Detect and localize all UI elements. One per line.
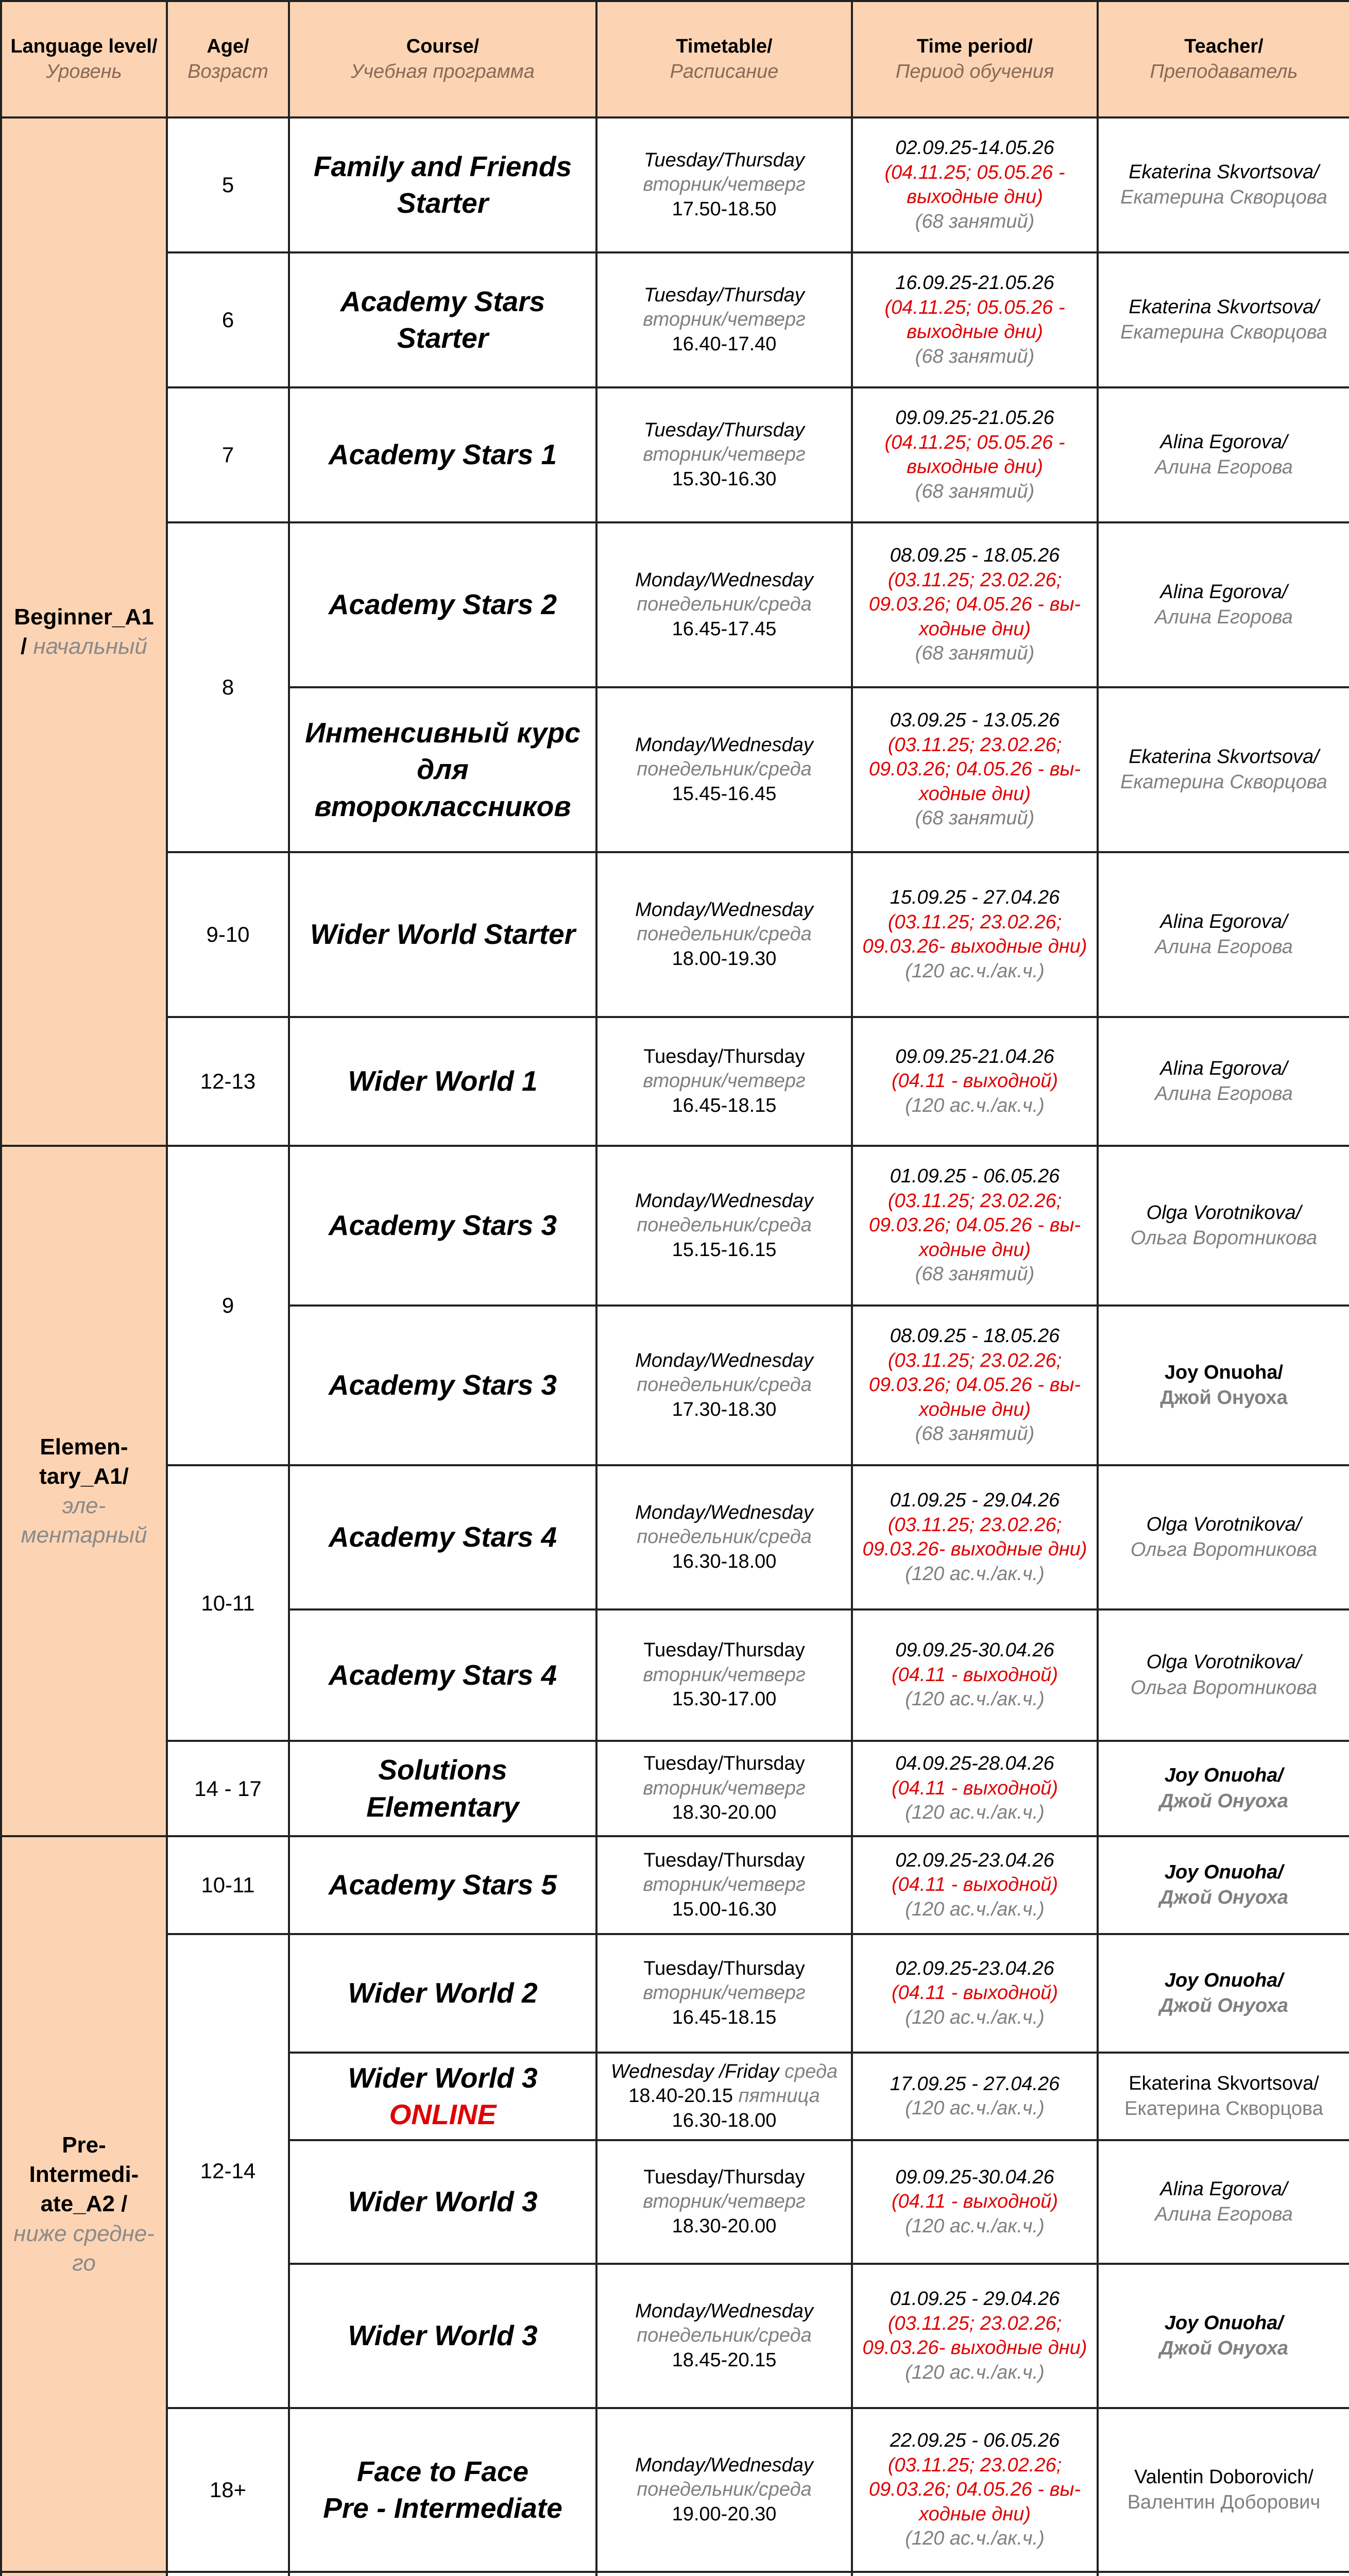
course-name: Academy Stars 3 bbox=[289, 1306, 596, 1465]
teacher-ru: Алина Егорова bbox=[1155, 2204, 1293, 2225]
course-name: Academy Stars 4 bbox=[289, 1609, 596, 1741]
timetable-days-en: Tuesday/Thursday bbox=[643, 1849, 805, 1871]
teacher-en: Alina Egorova/ bbox=[1160, 1057, 1288, 1079]
teacher-cell bbox=[1098, 1017, 1349, 1146]
period-count: (120 ас.ч./ак.ч.) bbox=[905, 2097, 1045, 2119]
teacher-en: Alina Egorova/ bbox=[1160, 2178, 1288, 2200]
timetable-time: 18.30-20.00 bbox=[672, 1802, 777, 1824]
course-name: Wider World 3 bbox=[289, 2140, 596, 2264]
period-cell bbox=[852, 1609, 1098, 1741]
teacher-en: Joy Onuoha/ bbox=[1164, 1765, 1284, 1787]
level-elementary-en: Elemen-tary_A1/ bbox=[39, 1434, 129, 1489]
period-dates: 03.09.25 - 13.05.26 bbox=[890, 709, 1060, 732]
timetable-time: 19.00-20.30 bbox=[672, 2503, 777, 2525]
teacher-en: Ekaterina Skvortsova/ bbox=[1129, 296, 1319, 318]
teacher-cell bbox=[1098, 1836, 1349, 1934]
teacher-en: Olga Vorotnikova/ bbox=[1146, 1201, 1302, 1224]
period-count: (120 ас.ч./ак.ч.) bbox=[905, 1802, 1045, 1824]
period-cell bbox=[852, 1465, 1098, 1609]
teacher-ru: Джой Онуоха bbox=[1159, 1790, 1289, 1812]
period-cell bbox=[852, 2264, 1098, 2408]
period-holidays: (04.11.25; 05.05.26 - выходные дни) bbox=[884, 296, 1065, 343]
timetable-days-en: Wednesday /Friday bbox=[610, 2060, 779, 2082]
teacher-en: Olga Vorotnikova/ bbox=[1146, 1513, 1302, 1535]
period-dates: 16.09.25-21.05.26 bbox=[895, 272, 1054, 294]
timetable-time: 15.00-16.30 bbox=[672, 1898, 777, 1920]
teacher-ru: Ольга Воротникова bbox=[1130, 1227, 1318, 1249]
period-cell bbox=[852, 252, 1098, 387]
header-age bbox=[167, 1, 289, 117]
teacher-ru: Ольга Воротникова bbox=[1130, 1676, 1318, 1699]
course-name: Academy Stars 4 bbox=[289, 1465, 596, 1609]
timetable-cell bbox=[596, 2264, 852, 2408]
age-cell: 7 bbox=[167, 387, 289, 522]
period-count: (68 занятий) bbox=[915, 210, 1035, 232]
period-dates: 09.09.25-30.04.26 bbox=[895, 2166, 1054, 2188]
timetable-days-ru: вторник/четверг bbox=[643, 1874, 806, 1896]
timetable-time: 16.45-18.15 bbox=[672, 2006, 777, 2028]
period-cell bbox=[852, 1146, 1098, 1306]
header-level bbox=[1, 1, 167, 117]
teacher-en: Alina Egorova/ bbox=[1160, 581, 1288, 603]
timetable-days-en: Tuesday/Thursday bbox=[643, 1957, 805, 1979]
timetable-time: 15.15-16.15 bbox=[672, 1239, 777, 1261]
teacher-en: Joy Onuoha/ bbox=[1164, 1361, 1284, 1383]
course-name: Academy Stars 1 bbox=[289, 387, 596, 522]
period-count: (120 ас.ч./ак.ч.) bbox=[905, 960, 1045, 982]
period-count: (68 занятий) bbox=[915, 345, 1035, 367]
age-cell: 6 bbox=[167, 252, 289, 387]
period-count: (120 ас.ч./ак.ч.) bbox=[905, 2215, 1045, 2237]
teacher-cell bbox=[1098, 1465, 1349, 1609]
teacher-cell bbox=[1098, 522, 1349, 687]
course-name-line-1: Face to Face bbox=[356, 2455, 529, 2487]
timetable-days-ru: вторник/четверг bbox=[643, 1777, 806, 1799]
timetable-days-en: Tuesday/Thursday bbox=[644, 284, 805, 306]
level-preint-ru: ниже средне-го bbox=[13, 2221, 155, 2276]
teacher-ru: Алина Егорова bbox=[1155, 936, 1293, 958]
timetable-days-en: Tuesday/Thursday bbox=[643, 1045, 805, 1067]
course-row bbox=[1, 1146, 1349, 1306]
timetable-days-ru: вторник/четверг bbox=[643, 444, 806, 466]
timetable-time: 18.45-20.15 bbox=[672, 2349, 777, 2371]
course-row bbox=[1, 1741, 1349, 1836]
timetable-time: 18.30-20.00 bbox=[672, 2215, 777, 2237]
header-level-en: Language level/ bbox=[10, 35, 158, 57]
course-name: Family and Friends Starter bbox=[289, 117, 596, 252]
timetable-days-ru: понедельник/среда bbox=[637, 1526, 812, 1548]
timetable-days-ru: вторник/четверг bbox=[643, 1664, 806, 1686]
teacher-ru: Джой Онуоха bbox=[1160, 1387, 1288, 1409]
level-beginner-ru: начальный bbox=[33, 634, 147, 659]
level-beginner bbox=[1, 117, 167, 1146]
period-dates: 17.09.25 - 27.04.26 bbox=[890, 2073, 1060, 2095]
age-cell: 10-11 bbox=[167, 1836, 289, 1934]
period-cell bbox=[852, 117, 1098, 252]
age-cell: 10-11 bbox=[167, 1465, 289, 1741]
course-row bbox=[1, 852, 1349, 1017]
period-dates: 02.09.25-23.04.26 bbox=[895, 1849, 1054, 1871]
timetable-cell bbox=[596, 1146, 852, 1306]
timetable-time-2: 16.30-18.00 bbox=[672, 2109, 777, 2131]
age-cell: 12-14 bbox=[167, 1934, 289, 2408]
teacher-en: Ekaterina Skvortsova/ bbox=[1129, 161, 1319, 183]
timetable-time: 16.40-17.40 bbox=[672, 333, 777, 355]
period-count: (68 занятий) bbox=[915, 480, 1035, 502]
timetable-days-en: Monday/Wednesday bbox=[635, 569, 813, 591]
timetable-cell bbox=[596, 1465, 852, 1609]
period-holidays: (04.11 - выходной) bbox=[891, 1070, 1058, 1092]
teacher-ru: Екатерина Скворцова bbox=[1124, 2098, 1323, 2120]
teacher-ru: Ольга Воротникова bbox=[1130, 1539, 1318, 1561]
header-age-en: Age/ bbox=[207, 35, 249, 57]
timetable-cell bbox=[596, 522, 852, 687]
period-holidays: (03.11.25; 23.02.26; 09.03.26; 04.05.26 - вы-ходные дни) bbox=[868, 2454, 1081, 2525]
period-count: (120 ас.ч./ак.ч.) bbox=[905, 1094, 1045, 1116]
period-count: (120 ас.ч./ак.ч.) bbox=[905, 1563, 1045, 1585]
timetable-time-1: 18.40-20.15 bbox=[628, 2085, 733, 2107]
course-row bbox=[1, 1017, 1349, 1146]
timetable-day-ru-2: пятница bbox=[738, 2085, 820, 2107]
timetable-cell bbox=[596, 852, 852, 1017]
timetable-days-en: Tuesday/Thursday bbox=[643, 2166, 805, 2188]
teacher-en: Valentin Doborovich/ bbox=[1134, 2466, 1313, 2488]
age-cell: 8 bbox=[167, 522, 289, 852]
timetable-time: 18.00-19.30 bbox=[672, 947, 777, 970]
course-row bbox=[1, 387, 1349, 522]
course-row bbox=[1, 252, 1349, 387]
teacher-cell bbox=[1098, 2408, 1349, 2572]
timetable-days-en: Monday/Wednesday bbox=[635, 1190, 813, 1212]
period-count: (120 ас.ч./ак.ч.) bbox=[905, 1898, 1045, 1920]
course-name: Wider World 3 bbox=[289, 2264, 596, 2408]
course-row bbox=[1, 1465, 1349, 1609]
timetable-time: 15.30-17.00 bbox=[672, 1688, 777, 1710]
course-row bbox=[1, 1836, 1349, 1934]
teacher-en: Alina Egorova/ bbox=[1160, 431, 1288, 453]
period-cell bbox=[852, 2572, 1098, 2576]
teacher-cell bbox=[1098, 117, 1349, 252]
course-name bbox=[289, 2408, 596, 2572]
teacher-ru: Алина Егорова bbox=[1155, 1083, 1293, 1105]
timetable-time: 16.45-18.15 bbox=[672, 1094, 777, 1116]
period-holidays: (03.11.25; 23.02.26; 09.03.26; 04.05.26 - вы-ходные дни) bbox=[868, 734, 1081, 805]
timetable-cell bbox=[596, 2572, 852, 2576]
teacher-cell bbox=[1098, 1306, 1349, 1465]
teacher-ru: Джой Онуоха bbox=[1159, 1995, 1289, 2016]
course-name: Wider World 1 bbox=[289, 1017, 596, 1146]
period-holidays: (03.11.25; 23.02.26; 09.03.26; 04.05.26 - вы-ходные дни) bbox=[868, 1349, 1081, 1420]
header-teacher-en: Teacher/ bbox=[1184, 35, 1263, 57]
timetable-days-ru: понедельник/среда bbox=[637, 2479, 812, 2501]
timetable-time: 17.30-18.30 bbox=[672, 1398, 777, 1420]
timetable-days-en: Tuesday/Thursday bbox=[643, 1639, 805, 1662]
timetable-cell bbox=[596, 1017, 852, 1146]
period-count: (68 занятий) bbox=[915, 1423, 1035, 1445]
course-row bbox=[1, 2572, 1349, 2576]
period-cell bbox=[852, 2053, 1098, 2140]
teacher-cell bbox=[1098, 1609, 1349, 1741]
teacher-ru: Алина Егорова bbox=[1155, 456, 1293, 478]
period-count: (120 ас.ч./ак.ч.) bbox=[905, 2361, 1045, 2383]
timetable-cell bbox=[596, 1836, 852, 1934]
age-cell: 9-10 bbox=[167, 852, 289, 1017]
teacher-cell bbox=[1098, 2140, 1349, 2264]
period-count: (68 занятий) bbox=[915, 807, 1035, 829]
period-cell bbox=[852, 852, 1098, 1017]
header-period-ru: Период обучения bbox=[895, 61, 1054, 82]
teacher-ru: Джой Онуоха bbox=[1159, 2337, 1289, 2359]
timetable-days-ru: понедельник/среда bbox=[637, 1374, 812, 1396]
period-holidays: (03.11.25; 23.02.26; 09.03.26- выходные дни) bbox=[862, 2312, 1087, 2359]
timetable-cell bbox=[596, 2408, 852, 2572]
timetable-days-ru: понедельник/среда bbox=[637, 923, 812, 945]
timetable-days-en: Monday/Wednesday bbox=[635, 899, 813, 921]
period-dates: 09.09.25-21.04.26 bbox=[895, 1045, 1054, 1067]
header-timetable-en: Timetable/ bbox=[676, 35, 773, 57]
timetable-days-en: Monday/Wednesday bbox=[635, 1501, 813, 1523]
period-cell bbox=[852, 1306, 1098, 1465]
period-cell bbox=[852, 1017, 1098, 1146]
timetable-cell bbox=[596, 1741, 852, 1836]
period-dates: 09.09.25-30.04.26 bbox=[895, 1639, 1054, 1662]
age-cell: 18+ bbox=[167, 2408, 289, 2572]
timetable-time: 15.30-16.30 bbox=[672, 468, 777, 490]
course-name: Wider World Starter bbox=[289, 852, 596, 1017]
teacher-ru: Екатерина Скворцова bbox=[1120, 187, 1327, 208]
header-period-en: Time period/ bbox=[916, 35, 1033, 57]
timetable-days-en: Monday/Wednesday bbox=[635, 2300, 813, 2322]
period-cell bbox=[852, 522, 1098, 687]
timetable-cell bbox=[596, 2053, 852, 2140]
level-preint bbox=[1, 1836, 167, 2572]
period-holidays: (04.11.25; 05.05.26 - выходные дни) bbox=[884, 161, 1065, 208]
period-holidays: (03.11.25; 23.02.26; 09.03.26- выходные дни) bbox=[862, 1514, 1087, 1560]
period-cell bbox=[852, 1836, 1098, 1934]
teacher-cell bbox=[1098, 2572, 1349, 2576]
period-dates: 01.09.25 - 06.05.26 bbox=[890, 1165, 1060, 1188]
period-holidays: (04.11 - выходной) bbox=[891, 1982, 1058, 2004]
course-name: Интенсивный курс для второклассников bbox=[289, 687, 596, 852]
course-row bbox=[1, 117, 1349, 252]
teacher-cell bbox=[1098, 252, 1349, 387]
teacher-cell bbox=[1098, 1741, 1349, 1836]
period-cell bbox=[852, 687, 1098, 852]
teacher-ru: Джой Онуоха bbox=[1159, 1887, 1289, 1908]
teacher-en: Olga Vorotnikova/ bbox=[1146, 1651, 1302, 1673]
timetable-time: 15.45-16.45 bbox=[672, 783, 777, 805]
age-cell bbox=[167, 2572, 289, 2576]
timetable-days-ru: понедельник/среда bbox=[637, 1214, 812, 1236]
timetable-days-ru: понедельник/среда bbox=[637, 2325, 812, 2347]
timetable-days-ru: вторник/четверг bbox=[643, 1070, 806, 1092]
teacher-en: Joy Onuoha/ bbox=[1164, 2312, 1284, 2334]
timetable-days-en: Tuesday/Thursday bbox=[644, 419, 805, 441]
teacher-ru: Алина Егорова bbox=[1155, 606, 1293, 628]
period-dates: 09.09.25-21.05.26 bbox=[895, 407, 1054, 429]
teacher-en: Joy Onuoha/ bbox=[1164, 1969, 1284, 1991]
header-period bbox=[852, 1, 1098, 117]
period-count: (120 ас.ч./ак.ч.) bbox=[905, 1688, 1045, 1710]
timetable-time: 16.30-18.00 bbox=[672, 1550, 777, 1572]
level-preint-en: Pre-Intermedi-ate_A2 / bbox=[29, 2132, 139, 2217]
period-cell bbox=[852, 1741, 1098, 1836]
header-age-ru: Возраст bbox=[187, 61, 268, 82]
period-count: (120 ас.ч./ак.ч.) bbox=[905, 2006, 1045, 2028]
timetable-days-en: Monday/Wednesday bbox=[635, 1349, 813, 1371]
course-name: Academy Stars 5 bbox=[289, 1836, 596, 1934]
period-holidays: (04.11 - выходной) bbox=[891, 1664, 1058, 1686]
period-holidays: (04.11 - выходной) bbox=[891, 1777, 1058, 1799]
age-cell: 12-13 bbox=[167, 1017, 289, 1146]
teacher-cell bbox=[1098, 2264, 1349, 2408]
course-row bbox=[1, 2408, 1349, 2572]
teacher-en: Ekaterina Skvortsova/ bbox=[1129, 2072, 1319, 2094]
period-count: (68 занятий) bbox=[915, 642, 1035, 665]
timetable-days-en: Monday/Wednesday bbox=[635, 734, 813, 756]
header-teacher bbox=[1098, 1, 1349, 117]
timetable-days-en: Tuesday/Thursday bbox=[643, 1753, 805, 1775]
timetable-days-ru: понедельник/среда bbox=[637, 758, 812, 781]
header-course-ru: Учебная программа bbox=[351, 61, 535, 82]
level-elementary bbox=[1, 1146, 167, 1836]
timetable-time: 16.45-17.45 bbox=[672, 618, 777, 640]
period-holidays: (03.11.25; 23.02.26; 09.03.26; 04.05.26 - вы-ходные дни) bbox=[868, 1190, 1081, 1261]
header-course-en: Course/ bbox=[406, 35, 480, 57]
period-dates: 02.09.25-23.04.26 bbox=[895, 1957, 1054, 1979]
timetable-cell bbox=[596, 387, 852, 522]
teacher-en: Joy Onuoha/ bbox=[1164, 1861, 1284, 1883]
age-cell: 5 bbox=[167, 117, 289, 252]
period-dates: 01.09.25 - 29.04.26 bbox=[890, 1489, 1060, 1511]
course-name: Academy Stars 2 bbox=[289, 522, 596, 687]
teacher-en: Ekaterina Skvortsova/ bbox=[1129, 745, 1319, 768]
teacher-ru: Екатерина Скворцова bbox=[1120, 771, 1327, 793]
age-cell: 14 - 17 bbox=[167, 1741, 289, 1836]
header-timetable bbox=[596, 1, 852, 117]
timetable-time: 17.50-18.50 bbox=[672, 198, 777, 220]
period-holidays: (03.11.25; 23.02.26; 09.03.26- выходные дни) bbox=[862, 911, 1087, 957]
header-course bbox=[289, 1, 596, 117]
timetable-days-ru: понедельник/среда bbox=[637, 594, 812, 616]
age-cell: 9 bbox=[167, 1146, 289, 1465]
period-dates: 22.09.25 - 06.05.26 bbox=[890, 2430, 1060, 2452]
timetable-cell bbox=[596, 252, 852, 387]
header-timetable-ru: Расписание bbox=[670, 61, 779, 82]
teacher-cell bbox=[1098, 387, 1349, 522]
timetable-day-ru-1: среда bbox=[784, 2060, 838, 2082]
period-dates: 08.09.25 - 18.05.26 bbox=[890, 545, 1060, 567]
timetable-days-en: Tuesday/Thursday bbox=[644, 149, 805, 171]
header-row bbox=[1, 1, 1349, 117]
course-row bbox=[1, 522, 1349, 687]
course-name bbox=[289, 2053, 596, 2140]
period-dates: 08.09.25 - 18.05.26 bbox=[890, 1325, 1060, 1347]
header-teacher-ru: Преподаватель bbox=[1150, 61, 1298, 82]
period-cell bbox=[852, 387, 1098, 522]
period-holidays: (04.11.25; 05.05.26 - выходные дни) bbox=[884, 431, 1065, 478]
period-holidays: (03.11.25; 23.02.26; 09.03.26; 04.05.26 - вы-ходные дни) bbox=[868, 569, 1081, 640]
level-elementary-ru: эле-ментарный bbox=[21, 1493, 147, 1548]
timetable-days-ru: вторник/четверг bbox=[643, 174, 806, 196]
timetable-cell bbox=[596, 1609, 852, 1741]
timetable-cell bbox=[596, 1934, 852, 2053]
course-name: Solutions Elementary bbox=[289, 1741, 596, 1836]
timetable-days-ru: вторник/четверг bbox=[643, 1982, 806, 2004]
period-dates: 02.09.25-14.05.26 bbox=[895, 137, 1054, 159]
level-beginner-en: Beginner_A1 / bbox=[14, 604, 154, 659]
course-name-line-2: Pre - Intermediate bbox=[323, 2492, 562, 2524]
teacher-cell bbox=[1098, 852, 1349, 1017]
teacher-en: Alina Egorova/ bbox=[1160, 910, 1288, 933]
course-name: Academy Stars 3 bbox=[289, 1146, 596, 1306]
course-name: Academy Stars Starter bbox=[289, 252, 596, 387]
course-name bbox=[289, 2572, 596, 2576]
teacher-ru: Валентин Доборович bbox=[1127, 2492, 1321, 2513]
period-cell bbox=[852, 1934, 1098, 2053]
online-badge: ONLINE bbox=[389, 2098, 497, 2130]
period-cell bbox=[852, 2408, 1098, 2572]
period-cell bbox=[852, 2140, 1098, 2264]
course-name: Wider World 2 bbox=[289, 1934, 596, 2053]
period-count: (68 занятий) bbox=[915, 1263, 1035, 1285]
timetable-days-ru: вторник/четверг bbox=[643, 309, 806, 331]
course-row bbox=[1, 1934, 1349, 2053]
header-level-ru: Уровень bbox=[46, 61, 122, 82]
teacher-ru: Екатерина Скворцова bbox=[1120, 321, 1327, 343]
period-holidays: (04.11 - выходной) bbox=[891, 1874, 1058, 1896]
timetable-cell bbox=[596, 1306, 852, 1465]
period-dates: 04.09.25-28.04.26 bbox=[895, 1753, 1054, 1775]
course-name-text: Wider World 3 bbox=[348, 2061, 538, 2094]
period-dates: 01.09.25 - 29.04.26 bbox=[890, 2288, 1060, 2310]
period-dates: 15.09.25 - 27.04.26 bbox=[890, 887, 1060, 908]
timetable-cell bbox=[596, 2140, 852, 2264]
teacher-cell bbox=[1098, 1146, 1349, 1306]
level-intermediate bbox=[1, 2572, 167, 2576]
teacher-cell bbox=[1098, 687, 1349, 852]
teacher-cell bbox=[1098, 2053, 1349, 2140]
teacher-cell bbox=[1098, 1934, 1349, 2053]
timetable-days-en: Monday/Wednesday bbox=[635, 2454, 813, 2476]
timetable-cell bbox=[596, 687, 852, 852]
timetable-days-ru: вторник/четверг bbox=[643, 2191, 806, 2213]
period-count: (120 ас.ч./ак.ч.) bbox=[905, 2528, 1045, 2550]
period-holidays: (04.11 - выходной) bbox=[891, 2191, 1058, 2213]
timetable-cell bbox=[596, 117, 852, 252]
